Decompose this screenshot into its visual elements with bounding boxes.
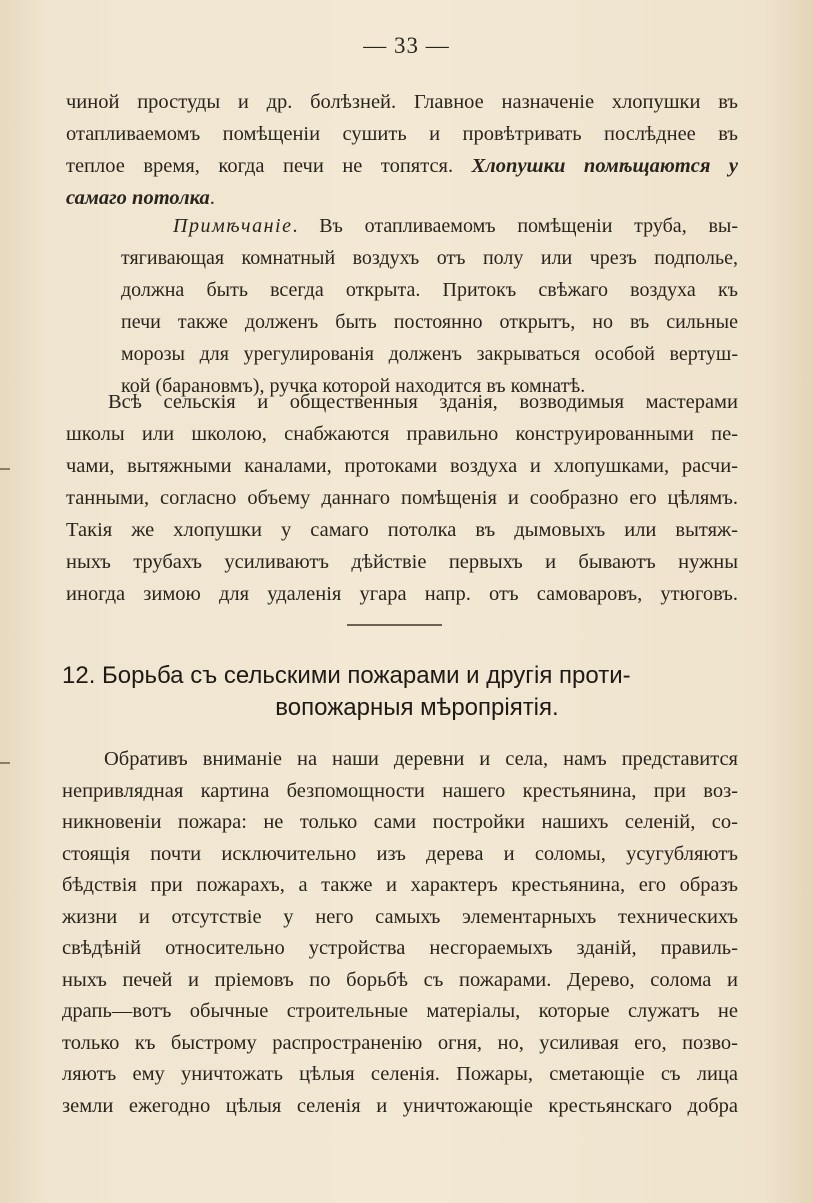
text-line: ляютъ ему уничтожать цѣлыя селенiя. Пожары, сметающiе съ лица [62,1063,738,1085]
text-line: бѣдствiя при пожарахъ, а также и характеръ крестьянина, его образъ [62,874,738,896]
text-line: кой (барановмъ), ручка которой находится въ комнатѣ. [121,375,586,397]
emphasis-text: самаго потолка [66,187,210,209]
page-number: — 33 — [363,33,450,58]
text-line [173,210,738,242]
text-line: стоящiя почти исключительно изъ дерева и соломы, усугубляютъ [62,842,738,865]
paragraph-2 [66,386,738,610]
text-line: должна быть всегда открыта. Притокъ свѣжаго воздуха къ [121,279,738,301]
paragraph-3 [62,744,738,1122]
margin-mark [0,762,10,764]
text-line: никновенiи пожара: не только сами постройки нашихъ селенiй, со- [62,811,738,833]
section-heading-line: вопожарныя мѣропрiятiя. [275,694,559,721]
note-title: Примѣчанiе [173,215,293,237]
text-line: танными, согласно объему даннаго помѣщенiя и сообразно его цѣлямъ. [66,487,738,509]
text-line: морозы для урегулированiя долженъ закрываться особой вертуш- [121,343,738,365]
text-run: . [209,187,215,209]
text-line: ныхъ трубахъ усиливаютъ дѣйствiе первыхъ и бываютъ нужны [66,551,738,573]
text-line: чами, вытяжными каналами, протоками воздуха и хлопушками, расчи- [66,455,738,477]
text-line: драпь—вотъ обычные строительные матерiалы, которые служатъ не [62,1000,738,1022]
emphasis-text: Хлопушки помѣщаются у [471,155,738,177]
text-line: отапливаемомъ помѣщенiи сушить и провѣтривать послѣднее въ [66,123,738,145]
text-line: тягивающая комнатный воздухъ отъ полу или чрезъ подполье, [121,247,738,269]
text-line: Такiя же хлопушки у самаго потолка въ дымовыхъ или вытяж- [66,519,738,541]
section-heading [62,660,742,724]
text-line: только къ быстрому распространенiю огня, но, усиливая его, позво- [62,1031,738,1054]
text-run: . Въ отапливаемомъ помѣщенiи труба, вы- [292,215,738,237]
margin-mark [0,468,10,470]
text-line: ныхъ печей и прiемовъ по борьбѣ съ пожарами. Дерево, солома и [62,968,738,991]
section-heading-line: 12. Борьба съ сельскими пожарами и другiя проти- [62,662,631,689]
text-line: иногда зимою для удаленiя угара напр. отъ самоваровъ, утюговъ. [66,583,738,605]
text-line: непривлядная картина безпомощности нашего крестьянина, при воз- [62,779,738,802]
text-line: чиной простуды и др. болѣзней. Главное назначенiе хлопушки въ [66,91,738,113]
text-line: Обративъ вниманiе на наши деревни и села, намъ представится [104,748,738,770]
section-divider [347,624,442,626]
note-block [121,210,738,402]
text-line: Всѣ сельскiя и общественныя зданiя, возводимыя мастерами [108,391,738,413]
text-run: теплое время, когда печи не топятся. [66,155,454,177]
text-line [66,150,738,182]
paragraph-1 [66,86,738,214]
text-line: свѣдѣнiй относительно устройства несгораемыхъ зданiй, правиль- [62,937,738,959]
text-line: земли ежегодно цѣлыя селенiя и уничтожающiе крестьянскаго добра [62,1094,738,1117]
text-line: жизни и отсутствiе у него самыхъ элементарныхъ техническихъ [62,905,738,928]
text-line: школы или школою, снабжаются правильно конструированными пе- [66,423,738,445]
text-line: печи также долженъ быть постоянно открытъ, но въ сильные [121,311,738,333]
